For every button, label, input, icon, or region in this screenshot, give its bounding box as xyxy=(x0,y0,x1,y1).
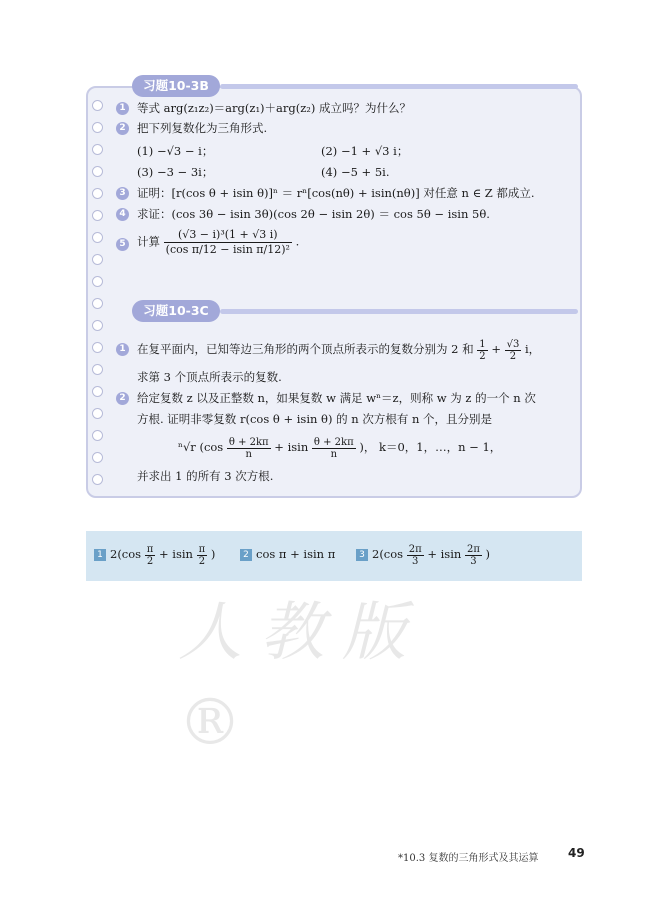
page-number: 49 xyxy=(568,846,585,860)
answer-key-icon: 3 xyxy=(356,549,368,561)
section-b-rule xyxy=(220,84,578,89)
problem-b2-part4: (4) −5 + 5i. xyxy=(321,165,390,179)
problem-b2: 把下列复数化为三角形式. xyxy=(137,121,268,135)
answer-part: + isin xyxy=(158,547,193,561)
answer-fraction xyxy=(465,544,482,567)
fraction-numerator: π xyxy=(198,543,206,555)
fraction-angle xyxy=(312,437,356,460)
fraction-denominator: (cos π/12 − isin π/12)² xyxy=(165,243,290,256)
fraction-denominator: 2 xyxy=(479,350,486,362)
ring-icon xyxy=(92,254,103,265)
fraction-numerator: 2π xyxy=(408,543,422,555)
answer-strip xyxy=(86,531,582,581)
fraction-numerator: θ + 2kπ xyxy=(313,436,354,448)
item-number: 2 xyxy=(116,122,129,135)
answer-part: ) xyxy=(485,547,491,561)
fraction-numerator: 2π xyxy=(466,543,480,555)
item-number: 3 xyxy=(116,187,129,200)
fraction-sqrt3-half xyxy=(505,339,522,362)
fraction-denominator: n xyxy=(330,448,338,460)
fraction-denominator: n xyxy=(245,448,252,460)
answer-2: cos π + isin π xyxy=(256,547,336,561)
ring-icon xyxy=(92,188,103,199)
answer-fraction xyxy=(407,544,424,567)
ring-icon xyxy=(92,166,103,177)
item-number: 2 xyxy=(116,392,129,405)
formula-part: + isin xyxy=(274,440,309,454)
fraction-half xyxy=(477,339,487,362)
problem-c2-formula xyxy=(178,432,501,462)
problem-c1-line2: 求第 3 个顶点所表示的复数. xyxy=(137,370,282,384)
fraction-angle xyxy=(227,437,271,460)
fraction-numerator: π xyxy=(146,543,154,555)
problem-b5 xyxy=(137,228,299,257)
compute-fraction xyxy=(164,228,292,257)
section-c-title: 习题10-3C xyxy=(132,300,220,322)
answer-part: ) xyxy=(210,547,216,561)
ring-icon xyxy=(92,386,103,397)
problem-c2-line2: 方根. 证明非零复数 r(cos θ + isin θ) 的 n 次方根有 n 个，且分别是 xyxy=(137,412,493,426)
ring-icon xyxy=(92,430,103,441)
ring-icon xyxy=(92,276,103,287)
item-number: 1 xyxy=(116,102,129,115)
ring-icon xyxy=(92,452,103,463)
problem-b2-part3: (3) −3 − 3i； xyxy=(137,165,214,179)
answer-part: + isin xyxy=(427,547,462,561)
item-number: 4 xyxy=(116,208,129,221)
problem-c2-line1: 给定复数 z 以及正整数 n，如果复数 w 满足 wⁿ＝z，则称 w 为 z 的一个 n 次 xyxy=(137,391,536,405)
fraction-denominator: 3 xyxy=(470,555,477,567)
formula-part: ⁿ√r (cos xyxy=(178,440,224,454)
ring-icon xyxy=(92,122,103,133)
problem-b3: 证明：[r(cos θ + isin θ)]ⁿ ＝ rⁿ[cos(nθ) + isin(nθ)] 对任意 n ∈ Z 都成立. xyxy=(137,186,535,200)
problem-c1-line1 xyxy=(137,334,540,364)
ring-icon xyxy=(92,298,103,309)
fraction-numerator: θ + 2kπ xyxy=(228,436,269,448)
answer-part: 2(cos xyxy=(110,547,142,561)
fraction-numerator: 1 xyxy=(479,338,486,350)
ring-icon xyxy=(92,210,103,221)
answer-fraction xyxy=(197,544,208,567)
ring-icon xyxy=(92,320,103,331)
problem-b4: 求证：(cos 3θ − isin 3θ)(cos 2θ − isin 2θ) ＝ cos 5θ − isin 5θ. xyxy=(137,207,490,221)
ring-icon xyxy=(92,364,103,375)
ring-icon xyxy=(92,342,103,353)
problem-c2-line4: 并求出 1 的所有 3 次方根. xyxy=(137,469,274,483)
fraction-denominator: 3 xyxy=(412,555,419,567)
compute-tail: . xyxy=(295,234,300,249)
ring-icon xyxy=(92,144,103,155)
ring-icon xyxy=(92,474,103,485)
item-number: 5 xyxy=(116,238,129,251)
fraction-denominator: 2 xyxy=(509,350,517,362)
answer-part: 2(cos xyxy=(372,547,404,561)
fraction-numerator: √3 xyxy=(506,338,520,350)
item-number: 1 xyxy=(116,343,129,356)
footer-section-title: *10.3 复数的三角形式及其运算 xyxy=(398,853,539,864)
problem-b1: 等式 arg(z₁z₂)＝arg(z₁)＋arg(z₂) 成立吗？为什么？ xyxy=(137,101,412,115)
fraction-denominator: 2 xyxy=(198,555,206,567)
compute-label: 计算 xyxy=(137,234,160,249)
c1-text: 在复平面内，已知等边三角形的两个顶点所表示的复数分别为 2 和 xyxy=(137,342,474,356)
problem-b2-part2: (2) −1 + √3 i； xyxy=(321,144,409,158)
answer-fraction xyxy=(145,544,156,567)
answer-1 xyxy=(110,542,215,567)
answer-key-icon: 1 xyxy=(94,549,106,561)
c1-text-end: i， xyxy=(525,342,541,356)
ring-icon xyxy=(92,100,103,111)
section-c-rule xyxy=(220,309,578,314)
formula-part: )， k＝0，1，…，n − 1， xyxy=(359,440,502,454)
answer-3 xyxy=(372,542,490,567)
fraction-denominator: 2 xyxy=(146,555,154,567)
plus-sign: + xyxy=(491,342,501,356)
ring-icon xyxy=(92,232,103,243)
publisher-watermark: 人教版® xyxy=(178,596,424,760)
fraction-numerator: (√3 − i)³(1 + √3 i) xyxy=(164,228,292,243)
ring-icon xyxy=(92,408,103,419)
problem-b2-part1: (1) −√3 − i； xyxy=(137,144,214,158)
section-b-title: 习题10-3B xyxy=(132,75,220,97)
answer-key-icon: 2 xyxy=(240,549,252,561)
